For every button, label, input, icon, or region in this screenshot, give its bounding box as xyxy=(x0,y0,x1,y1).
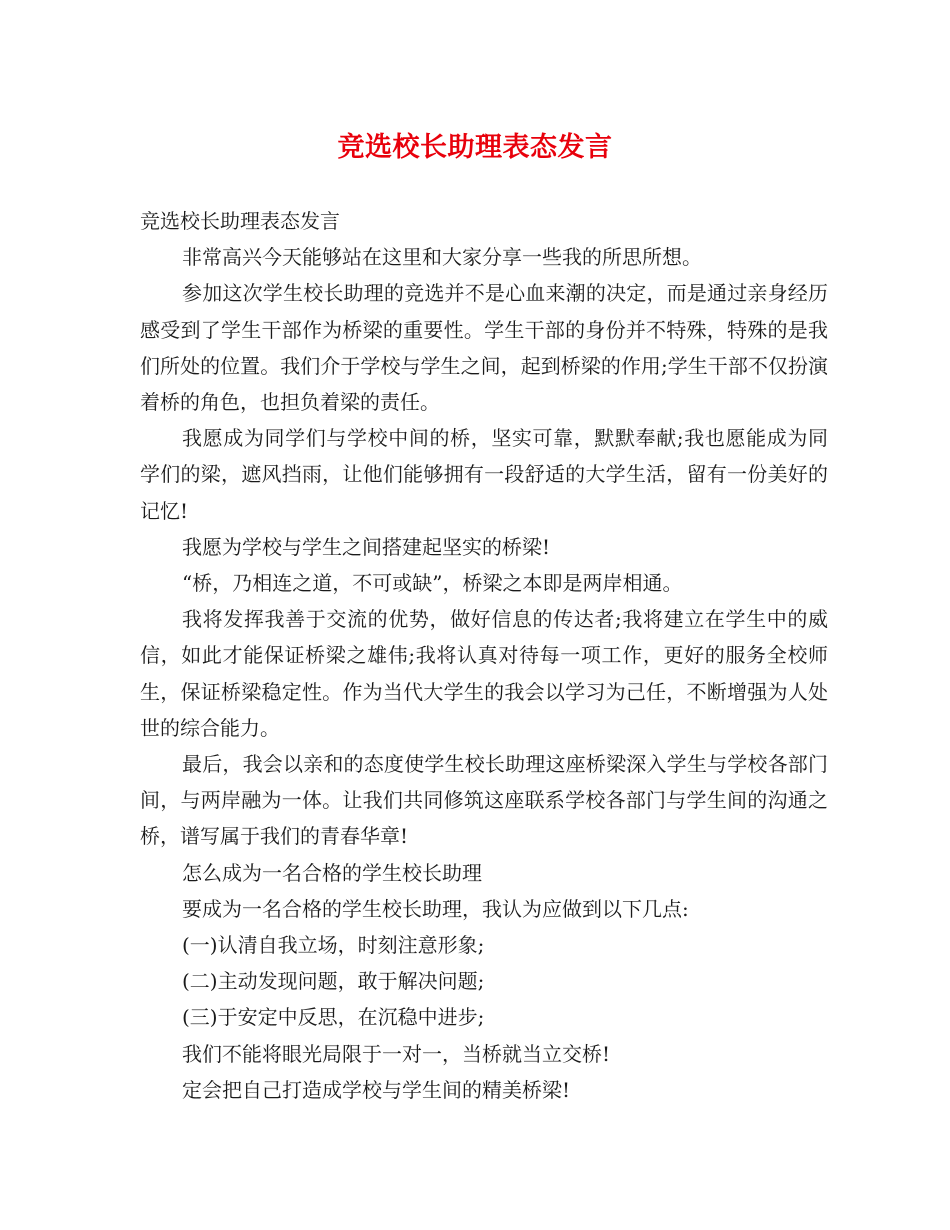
list-item: (一)认清自我立场，时刻注意形象; xyxy=(182,933,485,958)
list-item: (二)主动发现问题，敢于解决问题; xyxy=(182,969,485,994)
body-paragraph: 我愿为学校与学生之间搭建起坚实的桥梁! xyxy=(182,534,551,559)
body-paragraph: 非常高兴今天能够站在这里和大家分享一些我的所思所想。 xyxy=(182,245,702,270)
quote-paragraph: “桥，乃相连之道，不可或缺”，桥梁之本即是两岸相通。 xyxy=(182,571,683,596)
closing-paragraph: 定会把自己打造成学校与学生间的精美桥梁! xyxy=(182,1077,571,1102)
body-paragraph: 我将发挥我善于交流的优势，做好信息的传达者;我将建立在学生中的威信，如此才能保证桥梁之雄伟;我将认真对待每一项工作，更好的服务全校师生，保证桥梁稳定性。作为当代大学生的我会以学习为己任，不断增强为人处世的综合能力。 xyxy=(140,607,828,740)
list-item: (三)于安定中反思，在沉稳中进步; xyxy=(182,1005,485,1030)
subtitle-paragraph: 竞选校长助理表态发言 xyxy=(140,209,340,233)
body-paragraph: 最后，我会以亲和的态度使学生校长助理这座桥梁深入学生与学校各部门间，与两岸融为一体。让我们共同修筑这座联系学校各部门与学生间的沟通之桥，谱写属于我们的青春华章! xyxy=(140,752,828,849)
body-paragraph: 我愿成为同学们与学校中间的桥，坚实可靠，默默奉献;我也愿能成为同学们的梁，遮风挡雨，让他们能够拥有一段舒适的大学生活，留有一份美好的记忆! xyxy=(140,426,828,523)
body-paragraph: 我们不能将眼光局限于一对一，当桥就当立交桥! xyxy=(182,1041,611,1066)
body-paragraph: 要成为一名合格的学生校长助理，我认为应做到以下几点: xyxy=(182,896,689,921)
document-body xyxy=(140,203,828,1108)
document-title: 竞选校长助理表态发言 xyxy=(337,132,613,163)
body-paragraph: 参加这次学生校长助理的竞选并不是心血来潮的决定，而是通过亲身经历感受到了学生干部作为桥梁的重要性。学生干部的身份并不特殊，特殊的是我们所处的位置。我们介于学校与学生之间，起到桥梁的作用;学生干部不仅扮演着桥的角色，也担负着梁的责任。 xyxy=(140,281,828,415)
section-heading: 怎么成为一名合格的学生校长助理 xyxy=(182,860,482,885)
